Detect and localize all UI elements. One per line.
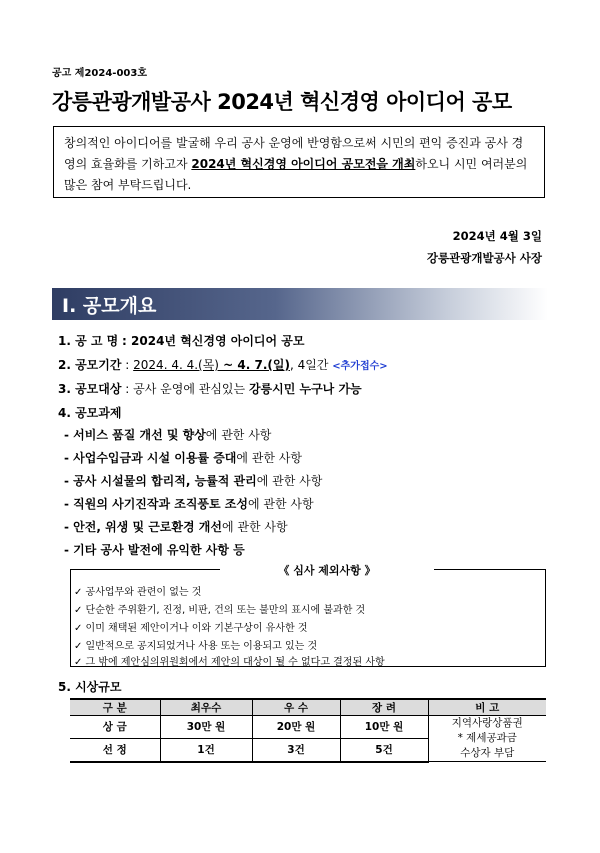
topic-item [64,472,322,489]
table-cell: 1건 [160,738,252,761]
intro-emphasis: 2024년 혁신경영 아이디어 공모전을 개최 [191,157,416,171]
column-header: 비 고 [428,699,546,716]
exclusion-item: ✓ 단순한 주위환기, 진정, 비판, 건의 또는 불만의 표시에 불과한 것 [74,605,366,616]
exclusions-title: 《 심사 제외사항 》 [278,564,376,577]
period-start: 2024. 4. 4.(목) [133,358,219,372]
note-line: * 제세공과금 [457,732,517,744]
item-contest-period [58,356,388,373]
exclusion-item: ✓ 일반적으로 공지되었거나 사용 또는 이용되고 있는 것 [74,641,318,652]
topic-plain: 에 관한 사항 [236,451,302,465]
item-contest-name [58,332,304,349]
exclusion-item: ✓ 그 밖에 제안심의위원회에서 제안의 대상이 될 수 없다고 결정된 사항 [74,657,385,668]
column-header: 최우수 [160,699,252,716]
row-label: 선 정 [70,738,160,761]
topic-plain: 에 관한 사항 [256,474,323,488]
topic-item [64,495,314,512]
table-row [70,716,546,739]
intro-text: 창의적인 아이디어를 발굴해 우리 공사 운영에 반영함으로써 시민의 편익 증진과 공사 경영의 효율화를 기하고자 [64,136,524,171]
item-value-emphasis: 강릉시민 누구나 가능 [248,382,362,396]
topic-item [64,449,302,466]
topic-plain: 에 관한 사항 [221,520,288,534]
table-header-row [70,699,546,716]
topic-bold: - 기타 공사 발전에 유익한 사항 등 [64,543,245,557]
item-label: 1. 공 고 명 [58,334,119,348]
prize-table [70,698,546,763]
topic-bold: - 안전, 위생 및 근로환경 개선 [64,520,222,534]
intro-box [53,126,545,198]
table-cell: 10만 원 [340,716,428,739]
exclusion-item: ✓ 이미 채택된 제안이거나 이와 기본구상이 유사한 것 [74,623,308,634]
column-header: 구 분 [70,699,160,716]
topic-item [64,518,288,535]
exclusions-border-right [434,569,546,570]
table-cell: 20만 원 [252,716,340,739]
section-title: Ⅰ. 공모개요 [62,295,157,317]
note-line: 수상자 부담 [460,747,515,759]
topic-bold: - 서비스 품질 개선 및 향상 [64,428,206,442]
topic-plain: 에 관한 사항 [205,428,272,442]
topic-bold: - 공사 시설물의 합리적, 능률적 관리 [64,474,257,488]
column-header: 장 려 [340,699,428,716]
section-header [52,288,548,320]
period-end: 4. 7.(일) [237,358,290,372]
item-label: 4. 공모과제 [58,406,122,420]
column-header: 우 수 [252,699,340,716]
prize-note [428,716,546,762]
item-contest-target [58,380,362,397]
table-cell: 3건 [252,738,340,761]
exclusions-border-left [70,569,220,570]
item-value: : 2024년 혁신경영 아이디어 공모 [122,334,305,348]
item-value: : 공사 운영에 관심있는 [125,382,249,396]
period-tilde: ~ [219,358,238,372]
period-days: , 4일간 [289,358,333,372]
item-topics-label [58,404,121,421]
issuer-name: 강릉관광개발공사 사장 [426,251,542,265]
topic-item [64,541,245,558]
table-cell: 30만 원 [160,716,252,739]
notice-date: 2024년 4월 3일 [452,229,542,243]
extra-submission-badge: <추가접수> [332,361,388,372]
table-cell: 5건 [340,738,428,761]
exclusion-item: ✓ 공사업무와 관련이 없는 것 [74,587,202,598]
page-title: 강릉관광개발공사 2024년 혁신경영 아이디어 공모 [52,90,512,114]
prize-heading: 5. 시상규모 [58,680,122,694]
topic-bold: - 사업수입금과 시설 이용률 증대 [64,451,237,465]
note-line: 지역사랑상품권 [451,717,523,729]
item-label: 2. 공모기간 [58,358,122,372]
item-sep: : [125,358,134,372]
row-label: 상 금 [70,716,160,739]
intro-text-end: 하오니 시민 여러분의 많은 참여 부탁드립니다. [64,157,528,192]
topic-plain: 에 관한 사항 [247,497,314,511]
item-label: 3. 공모대상 [58,382,122,396]
topic-item [64,426,271,443]
topic-bold: - 직원의 사기진작과 조직풍토 조성 [64,497,248,511]
notice-number: 공고 제2024-003호 [52,68,147,79]
